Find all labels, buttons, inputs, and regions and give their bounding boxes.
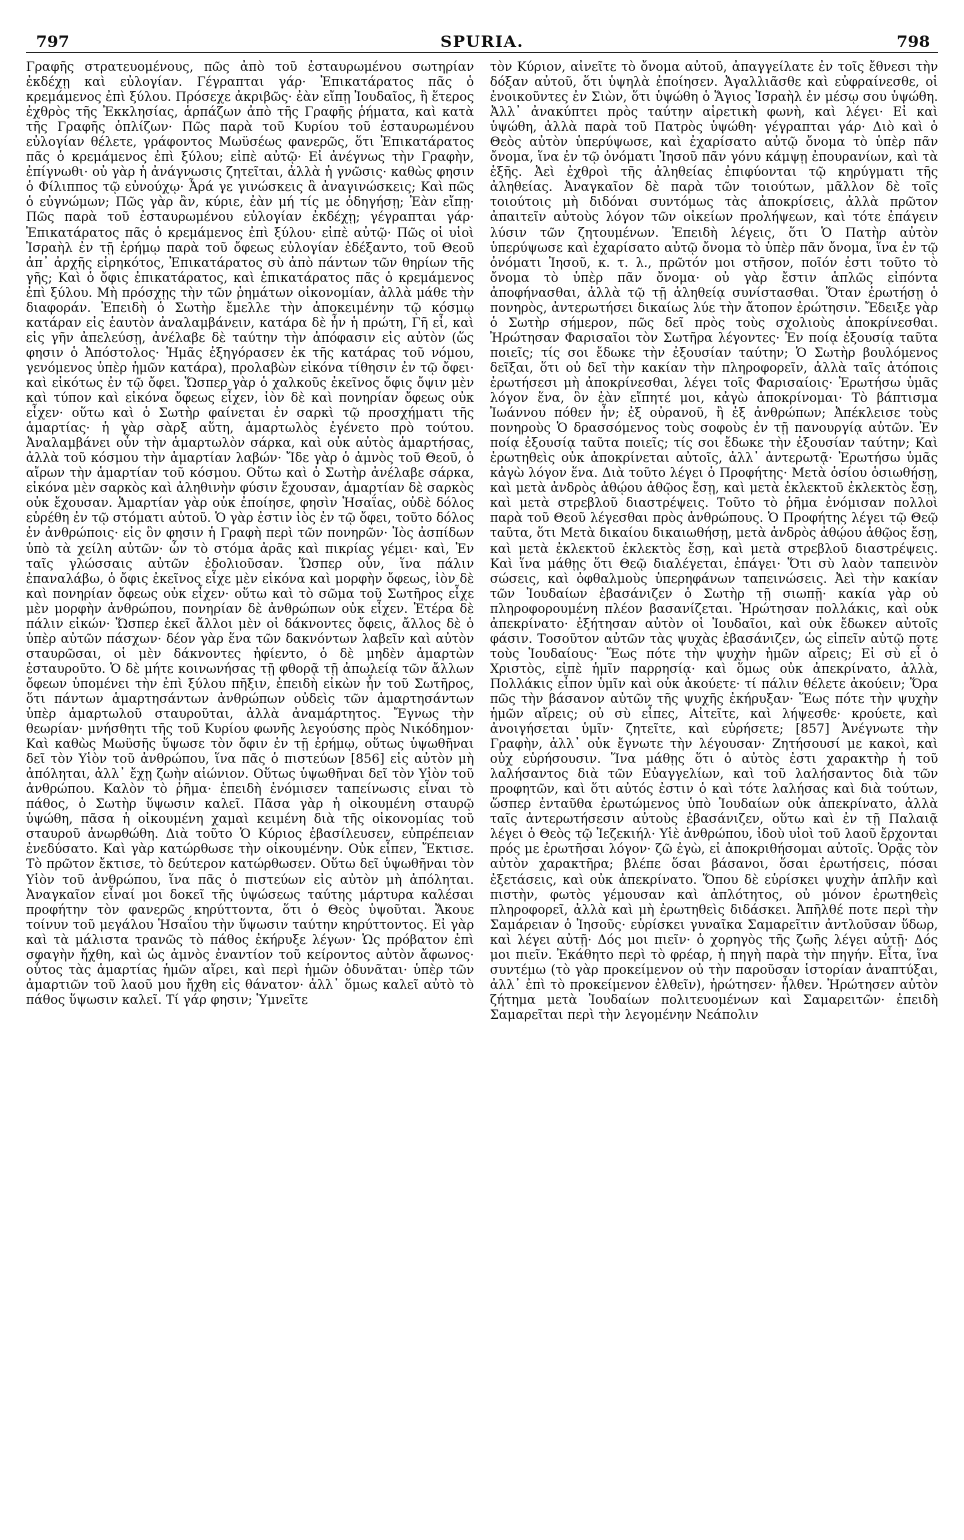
left-column-text: Γραφῆς στρατευομένους, πῶς ἀπὸ τοῦ ἐσταυρωμένου σωτηρίαν ἐκδέχῃ καὶ εὐλογίαν. Γέγραπται γάρ· Ἐπικατάρατος πᾶς ὁ κρεμάμενος ἐπὶ ξύλου. Πρόσεχε ἀκριβῶς· ἐὰν εἴπῃ Ἰουδαῖος, ἢ ἕτερος ἐχθρὸς τῆς Ἐκκλησίας, ἁρπάζων ἀπὸ τῆς Γραφῆς ῥήματα, καὶ κατὰ τῆς Γραφῆς ὁπλίζων· Πῶς παρὰ τοῦ Κυρίου τοῦ ἐσταυρωμένου εὐλογίαν θέλετε, γράφοντος Μωϋσέως φανερῶς, ὅτι Ἐπικατάρατος πᾶς ὁ κρεμάμενος ἐπὶ ξύλου; εἰπὲ αὐτῷ· Εἰ ἀνέγνως τὴν Γραφὴν, ἐπίγνωθι· οὐ γὰρ ἡ ἀνάγνωσις ζητεῖται, ἀλλὰ ἡ γνῶσις· καθὼς φησιν ὁ Φίλιππος τῷ εὐνούχῳ· Ἆρά γε γινώσκεις ἃ ἀναγινώσκεις; Καὶ πῶς ὁ εὐγνώμων; Πῶς γὰρ ἂν, κύριε, ἐὰν μή τίς με ὁδηγήσῃ; Ἐὰν εἴπῃ· Πῶς παρὰ τοῦ ἐσταυρωμένου εὐλογίαν ἐκδέχῃ; γέγραπται γάρ· Ἐπικατάρατος πᾶς ὁ κρεμάμενος ἐπὶ ξύλου· εἰπὲ αὐτῷ· Πῶς οἱ υἱοὶ Ἰσραὴλ ἐν τῇ ἐρήμῳ παρὰ τοῦ ὄφεως εὐλογίαν ἐδέξαντο, τοῦ Θεοῦ ἀπ᾽ ἀρχῆς εἰρηκότος, Ἐπικατάρατος σὺ ἀπὸ πάντων τῶν θηρίων τῆς γῆς; Καὶ ὁ ὄφις ἐπικατάρατος, καὶ ἐπικατάρατος πᾶς ὁ κρεμάμενος ἐπὶ ξύλου. Μὴ πρόσχῃς τὴν τῶν ῥημάτων οἰκονομίαν, ἀλλὰ μάθε τὴν διαφοράν. Ἐπειδὴ ὁ Σωτὴρ ἔμελλε τὴν ἀποκειμένην τῷ κόσμῳ κατάραν εἰς ἑαυτὸν ἀναλαμβάνειν, κατάρα δὲ ἦν ἡ πρώτη, Γῆ εἶ, καὶ εἰς γῆν ἀπελεύσῃ, ἀνέλαβε δὲ ταύτην τὴν ἀπόφασιν εἰς αὐτὸν (ὥς φησιν ὁ Ἀπόστολος· Ἡμᾶς ἐξηγόρασεν ἐκ τῆς κατάρας τοῦ νόμου, γενόμενος ὑπὲρ ἡμῶν κατάρα), προλαβὼν εἰκόνα τίθησιν ἐν τῷ ὄφει· καὶ εἰκότως ἐν τῷ ὄφει. Ὥσπερ γὰρ ὁ χαλκοῦς ἐκεῖνος ὄφις ὄψιν μὲν καὶ τύπον καὶ εἰκόνα ὄφεως εἶχεν, ἰὸν δὲ καὶ πονηρίαν ὄφεως οὐκ εἶχεν· οὕτω καὶ ὁ Σωτὴρ φαίνεται ἐν σαρκὶ τῷ προσχήματι τῆς ἁμαρτίας· ἡ γὰρ σὰρξ αὕτη, ἁμαρτωλὸς ἐγένετο πρὸ τούτου. Ἀναλαμβάνει οὖν τὴν ἁμαρτωλὸν σάρκα, καὶ οὐκ αὐτὸς ἁμαρτήσας, ἀλλὰ τοῦ κόσμου τὴν ἁμαρτίαν λαβών· Ἴδε γὰρ ὁ ἀμνὸς τοῦ Θεοῦ, ὁ αἴρων τὴν ἁμαρτίαν τοῦ κόσμου. Οὕτω καὶ ὁ Σωτὴρ ἀνέλαβε σάρκα, εἰκόνα μὲν σαρκὸς καὶ ἀληθινὴν φύσιν ἔχουσαν, ἁμαρτίαν δὲ σαρκὸς οὐκ ἔχουσαν. Ἁμαρτίαν γὰρ οὐκ ἐποίησε, φησὶν Ἡσαΐας, οὐδὲ δόλος εὑρέθη ἐν τῷ στόματι αὐτοῦ. Ὁ γὰρ ἐστιν ἰὸς ἐν τῷ ὄφει, τοῦτο δόλος ἐν ἀνθρώποις· εἰς ὃν φησιν ἡ Γραφὴ περὶ τῶν πονηρῶν· Ἰὸς ἀσπίδων ὑπὸ τὰ χείλη αὐτῶν· ὧν τὸ στόμα ἀρᾶς καὶ πικρίας γέμει· καὶ, Ἐν ταῖς γλώσσαις αὐτῶν ἐδολιοῦσαν. Ὥσπερ οὖν, ἵνα πάλιν ἐπαναλάβω, ὁ ὄφις ἐκεῖνος εἶχε μὲν εἰκόνα καὶ μορφὴν ὄφεως, ἰὸν δὲ καὶ πονηρίαν ὄφεως οὐκ εἶχεν· οὕτω καὶ τὸ σῶμα τοῦ Σωτῆρος εἶχε μὲν μορφὴν ἀνθρώπου, πονηρίαν δὲ ἀνθρώπων οὐκ εἶχεν. Ἑτέρα δὲ πάλιν εἰκών· Ὥσπερ ἐκεῖ ἄλλοι μὲν οἱ δάκνοντες ὄφεις, ἄλλος δὲ ὁ ὑπὲρ αὐτῶν πάσχων· δέον γὰρ ἕνα τῶν δακνόντων λαβεῖν καὶ αὐτὸν σταυρῶσαι, οἱ μὲν δάκνοντες ἠφίεντο, ὁ δὲ μηδὲν ἁμαρτὼν ἐσταυροῦτο. Ὁ δὲ μήτε κοινωνήσας τῇ φθορᾷ τῇ ἀπωλείᾳ τῶν ἄλλων ὄφεων ὑπομένει τὴν ἐπὶ ξύλου πῆξιν, ἐπειδὴ εἰκὼν ἦν τοῦ Σωτῆρος, ὅτι πάντων ἁμαρτησάντων ἀνθρώπων οὐδεὶς τῶν ἁμαρτησάντων ὑπὲρ ἁμαρτωλοῦ σταυροῦται, ἀλλὰ ἀναμάρτητος. Ἔγνως τὴν θεωρίαν· μνήσθητι τῆς τοῦ Κυρίου φωνῆς λεγούσης πρὸς Νικόδημον· Καὶ καθὼς Μωϋσῆς ὕψωσε τὸν ὄφιν ἐν τῇ ἐρήμῳ, οὕτως ὑψωθῆναι δεῖ τὸν Υἱὸν τοῦ ἀνθρώπου, ἵνα πᾶς ὁ πιστεύων [856] εἰς αὐτὸν μὴ ἀπόληται, ἀλλ᾽ ἔχῃ ζωὴν αἰώνιον. Οὕτως ὑψωθῆναι δεῖ τὸν Υἱὸν τοῦ ἀνθρώπου. Καλὸν τὸ ῥῆμα· ἐπειδὴ ἐνόμισεν ταπείνωσις εἶναι τὸ πάθος, ὁ Σωτὴρ ὕψωσιν καλεῖ. Πᾶσα γὰρ ἡ οἰκουμένη σταυρῷ ὑψώθη, πᾶσα ἡ οἰκουμένη χαμαὶ κειμένη διὰ τῆς οἰκονομίας τοῦ σταυροῦ ἀνωρθώθη. Διὰ τοῦτο Ὁ Κύριος ἐβασίλευσεν, εὐπρέπειαν ἐνεδύσατο. Καὶ γὰρ κατώρθωσε τὴν οἰκουμένην. Οὐκ εἶπεν, Ἔκτισε. Τὸ πρῶτον ἔκτισε, τὸ δεύτερον κατώρθωσεν. Οὕτω δεῖ ὑψωθῆναι τὸν Υἱὸν τοῦ ἀνθρώπου, ἵνα πᾶς ὁ πιστεύων εἰς αὐτὸν μὴ ἀπόληται. Ἀναγκαῖον εἶναί μοι δοκεῖ τῆς ὑψώσεως ταύτης μάρτυρα καλέσαι προφήτην τὸν φανερῶς κηρύττοντα, ὅτι ὁ Θεὸς ὑψοῦται. Ἄκουε τοίνυν τοῦ μεγάλου Ἡσαΐου τὴν ὕψωσιν ταύτην κηρύττοντος. Εἰ γὰρ καὶ τὰ μάλιστα τρανῶς τὸ πάθος ἐκήρυξε λέγων· Ὡς πρόβατον ἐπὶ σφαγὴν ἤχθη, καὶ ὡς ἀμνὸς ἐναντίον τοῦ κείροντος αὐτὸν ἄφωνος· οὗτος τὰς ἁμαρτίας ἡμῶν αἴρει, καὶ περὶ ἡμῶν ὀδυνᾶται· ὑπὲρ τῶν ἀμαρτιῶν τοῦ λαοῦ μου ἤχθη εἰς θάνατον· ἀλλ᾽ ὅμως καλεῖ αὐτὸ τὸ πάθος ὕψωσιν καλεῖ. Τί γάρ φησιν; Ὑμνεῖτε (26, 59, 474, 1007)
running-title: SPURIA. (440, 32, 524, 51)
right-column (490, 59, 938, 1539)
left-column (26, 59, 474, 1539)
page-number-left: 797 (36, 32, 70, 51)
page-number-right: 798 (896, 32, 930, 51)
running-header (26, 30, 938, 53)
text-columns (26, 59, 938, 1539)
right-column-text: τὸν Κύριον, αἰνεῖτε τὸ ὄνομα αὐτοῦ, ἀπαγγείλατε ἐν τοῖς ἔθνεσι τὴν δόξαν αὐτοῦ, ὅτι ὑψηλὰ ἐποίησεν. Ἀγαλλιᾶσθε καὶ εὐφραίνεσθε, οἱ ἐνοικοῦντες ἐν Σιὼν, ὅτι ὑψώθη ὁ Ἅγιος Ἰσραὴλ ἐν μέσῳ σου ὑψώθη. Ἀλλ᾽ ἀνακύπτει πρὸς ταύτην αἱρετικὴ φωνὴ, καὶ λέγει· Εἰ καὶ ὑψώθη, ἀλλὰ παρὰ τοῦ Πατρὸς ὑψώθη· γέγραπται γάρ· Διὸ καὶ ὁ Θεὸς αὐτὸν ὑπερύψωσε, καὶ ἐχαρίσατο αὐτῷ ὄνομα τὸ ὑπὲρ πᾶν ὄνομα, ἵνα ἐν τῷ ὀνόματι Ἰησοῦ πᾶν γόνυ κάμψῃ ἐπουρανίων, καὶ τὰ ἑξῆς. Ἀεὶ ἐχθροὶ τῆς ἀληθείας ἐπιφύονται τῷ κηρύγματι τῆς ἀληθείας. Ἀναγκαῖον δὲ παρὰ τῶν τοιούτων, μᾶλλον δὲ τοῖς τοιούτοις μὴ διδόναι συντόμως τὰς ἀποκρίσεις, ἀλλὰ πρῶτον ἀπαιτεῖν αὐτοὺς λόγον τῶν οἰκείων προλήψεων, καὶ τότε ἐπάγειν λύσιν τῶν ζητουμένων. Ἐπειδὴ λέγεις, ὅτι Ὁ Πατὴρ αὐτὸν ὑπερύψωσε καὶ ἐχαρίσατο αὐτῷ ὄνομα τὸ ὑπὲρ πᾶν ὄνομα, ἵνα ἐν τῷ ὀνόματι Ἰησοῦ, κ. τ. λ., πρῶτόν μοι στῆσον, ποῖόν ἐστι τοῦτο τὸ ὄνομα τὸ ὑπὲρ πᾶν ὄνομα· οὐ γὰρ ἔστιν ἁπλῶς εἰπόντα ἀποφήνασθαι, ἀλλὰ τῷ τῇ ἀληθείᾳ συνίστασθαι. Ὅταν ἐρωτήσῃ ὁ πονηρὸς, ἀντερωτήσει δικαίως λύε τὴν ἄτοπον ἐρώτησιν. Ἔδειξε γὰρ ὁ Σωτὴρ σήμερον, πῶς δεῖ πρὸς τοὺς σχολιοὺς ἀποκρίνεσθαι. Ἠρώτησαν Φαρισαῖοι τὸν Σωτῆρα λέγοντες· Ἐν ποίᾳ ἐξουσίᾳ ταῦτα ποιεῖς; τίς σοι ἔδωκε τὴν ἐξουσίαν ταύτην; Ὁ Σωτὴρ βουλόμενος δεῖξαι, ὅτι οὐ δεῖ τὴν κακίαν τὴν πληροφορεῖν, ἀλλὰ ταῖς ἀτόποις ἐρωτήσεσι μὴ ἀποκρίνεσθαι, λέγει τοῖς Φαρισαίοις· Ἐρωτήσω ὑμᾶς λόγον ἕνα, ὃν ἐὰν εἴπητέ μοι, κἀγὼ ἀποκρίνομαι· Τὸ βάπτισμα Ἰωάννου πόθεν ἦν; ἐξ οὐρανοῦ, ἢ ἐξ ἀνθρώπων; Ἀπέκλεισε τοὺς πονηροὺς Ὁ δρασσόμενος τοὺς σοφοὺς ἐν τῇ πανουργίᾳ αὐτῶν. Ἐν ποίᾳ ἐξουσίᾳ ταῦτα ποιεῖς; τίς σοι ἔδωκε τὴν ἐξουσίαν ταύτην; Καὶ ἐρωτηθεὶς οὐκ ἀποκρίνεται αὐτοῖς, ἀλλ᾽ ἀντερωτᾷ· Ἐρωτήσω ὑμᾶς κἀγὼ λόγον ἕνα. Διὰ τοῦτο λέγει ὁ Προφήτης· Μετὰ ὁσίου ὁσιωθήσῃ, καὶ μετὰ ἀνδρὸς ἀθῴου ἀθῷος ἔσῃ, καὶ μετὰ ἐκλεκτοῦ ἐκλεκτὸς ἔσῃ, καὶ μετὰ στρεβλοῦ διαστρέψεις. Τοῦτο τὸ ῥῆμα ἐνόμισαν πολλοὶ παρὰ τοῦ Θεοῦ λέγεσθαι πρὸς ἀνθρώπους. Ὁ Προφήτης λέγει τῷ Θεῷ ταῦτα, ὅτι Μετὰ δικαίου δικαιωθήσῃ, μετὰ ἀνδρὸς ἀθῴου ἀθῷος ἔσῃ, καὶ μετὰ ἐκλεκτοῦ ἐκλεκτὸς ἔσῃ, καὶ μετὰ στρεβλοῦ διαστρέψεις. Καὶ ἵνα μάθῃς ὅτι Θεῷ διαλέγεται, ἐπάγει· Ὅτι σὺ λαὸν ταπεινὸν σώσεις, καὶ ὀφθαλμοὺς ὑπερηφάνων ταπεινώσεις. Ἀεὶ τὴν κακίαν τῶν Ἰουδαίων ἐβασάνιζεν ὁ Σωτὴρ τῇ σιωπῇ· κακία γὰρ οὐ πληροφορουμένη πλέον βασανίζεται. Ἠρώτησαν πολλάκις, καὶ οὐκ ἀπεκρίνατο· ἐξήτησαν αὐτὸν οἱ Ἰουδαῖοι, καὶ οὐκ ἔδωκεν αὐτοῖς φάσιν. Τοσοῦτον αὐτῶν τὰς ψυχὰς ἐβασάνιζεν, ὡς εἰπεῖν αὐτῷ ποτε τοὺς Ἰουδαίους· Ἕως πότε τὴν ψυχὴν ἡμῶν αἴρεις; Εἰ σὺ εἶ ὁ Χριστὸς, εἰπὲ ἡμῖν παρρησίᾳ· καὶ ὅμως οὐκ ἀπεκρίνατο, ἀλλὰ, Πολλάκις εἶπον ὑμῖν καὶ οὐκ ἀκούετε· τί πάλιν θέλετε ἀκούειν; Ὅρα πῶς τὴν βάσανον αὐτῶν τῆς ψυχῆς ἐκήρυξαν· Ἕως πότε τὴν ψυχὴν ἡμῶν αἴρεις; οὐ σὺ εἶπες, Αἰτεῖτε, καὶ λήψεσθε· κρούετε, καὶ ἀνοιγήσεται ὑμῖν· ζητεῖτε, καὶ εὑρήσετε; [857] Ἀνέγνωτε τὴν Γραφὴν, ἀλλ᾽ οὐκ ἔγνωτε τὴν λέγουσαν· Ζητήσουσί με κακοὶ, καὶ οὐχ εὑρήσουσιν. Ἵνα μάθῃς ὅτι ὁ αὐτὸς ἐστι χαρακτὴρ ἡ τοῦ λαλήσαντος διὰ τῶν Εὐαγγελίων, καὶ τοῦ λαλήσαντος διὰ τῶν προφητῶν, καὶ ὅτι αὐτός ἐστιν ὁ καὶ τότε λαλήσας καὶ διὰ τούτων, ὥσπερ ἐνταῦθα ἐρωτώμενος ὑπὸ Ἰουδαίων οὐκ ἀπεκρίνατο, ἀλλὰ ταῖς ἀντερωτήσεσιν αὐτοὺς ἐβασάνιζεν, οὕτω καὶ ἐν τῇ Παλαιᾷ λέγει ὁ Θεὸς τῷ Ἰεζεκιήλ· Υἱὲ ἀνθρώπου, ἰδοὺ υἱοὶ τοῦ λαοῦ ἔρχονται πρός με ἐρωτῆσαι λόγον· ζῶ ἐγὼ, εἰ ἀποκριθήσομαι αὐτοῖς. Ὁρᾷς τὸν αὐτὸν χαρακτῆρα; βλέπε ὅσαι βάσανοι, ὅσαι ἐρωτήσεις, πόσαι ἐξετάσεις, καὶ οὐκ ἀπεκρίνατο. Ὅπου δὲ εὑρίσκει ψυχὴν ἁπλῆν καὶ πιστὴν, φωτὸς γέμουσαν καὶ ἀπλότητος, οὐ μόνον ἐρωτηθεὶς πληροφορεῖ, ἀλλὰ καὶ μὴ ἐρωτηθεὶς διδάσκει. Ἀπῆλθέ ποτε περὶ τὴν Σαμάρειαν ὁ Ἰησοῦς· εὑρίσκει γυναῖκα Σαμαρεῖτιν ἀντλοῦσαν ὕδωρ, καὶ λέγει αὐτῇ· Δός μοι πιεῖν· ὁ χορηγὸς τῆς ζωῆς λέγει αὐτῇ· Δός μοι πιεῖν. Ἐκάθητο περὶ τὸ φρέαρ, ἡ πηγὴ παρὰ τὴν πηγήν. Εἶτα, ἵνα συντέμω (τὸ γὰρ προκείμενον οὐ τὴν παροῦσαν ἱστορίαν ἀναπτύξαι, ἀλλ᾽ ἐπὶ τὸ προκείμενον ἐλθεῖν), ἠρώτησεν· ἦλθεν. Ἠρώτησεν αὐτὸν ζήτημα μετὰ Ἰουδαίων πολιτευομένων καὶ Σαμαρειτῶν· ἐπειδὴ Σαμαρεῖται περὶ τὴν λεγομένην Νεάπολιν (490, 59, 938, 1022)
